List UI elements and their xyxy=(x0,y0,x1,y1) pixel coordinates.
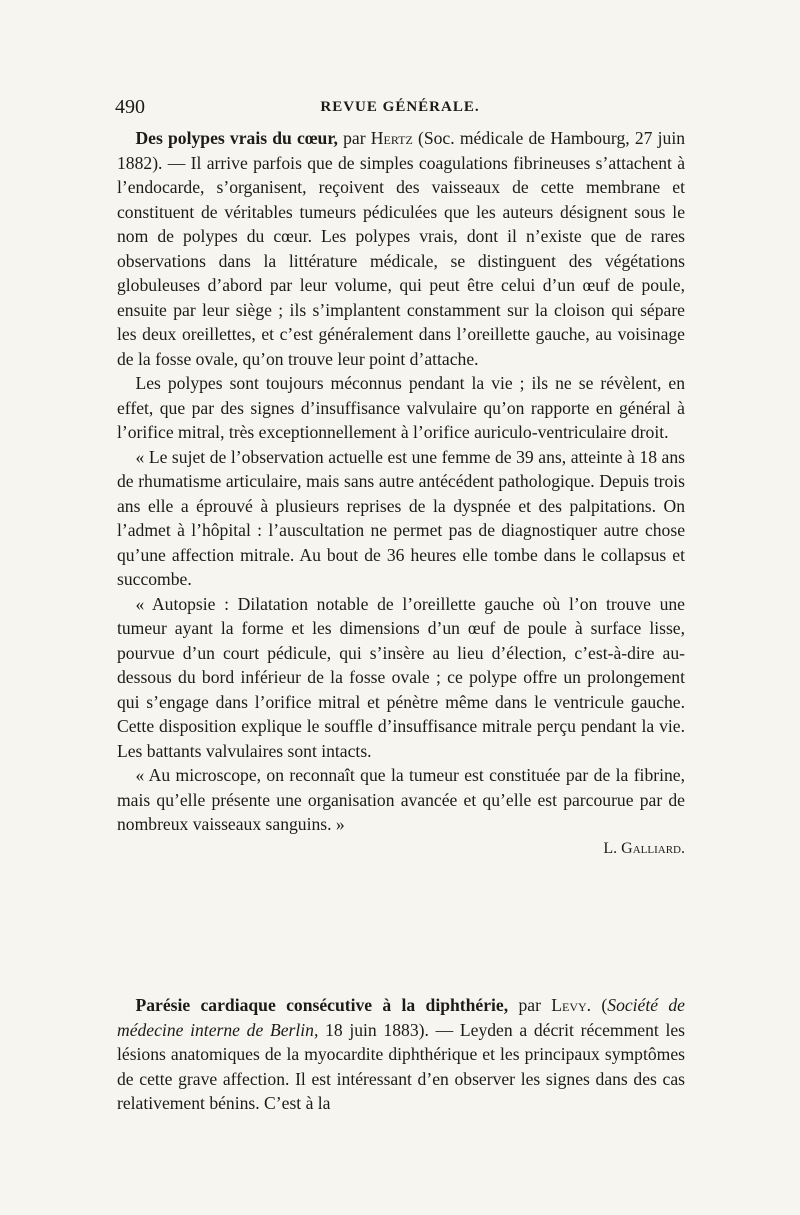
page-number: 490 xyxy=(115,96,145,118)
article-paresie xyxy=(117,993,685,1116)
article-paragraph xyxy=(117,993,685,1116)
article-paragraph: « Le sujet de l’observation actuelle est une femme de 39 ans, atteinte à 18 ans de rhumatisme articulaire, mais sans autre antécédent pathologique. Depuis trois ans elle a éprouvé à plusieurs reprises de la dyspnée et des palpitations. On l’admet à l’hôpital : l’auscultation ne permet pas de diagnostiquer autre chose qu’une affection mitrale. Au bout de 36 heures elle tombe dans le collapsus et succombe. xyxy=(117,446,685,589)
article-paragraph: « Autopsie : Dilatation notable de l’oreillette gauche où l’on trouve une tumeur ayant la forme et les dimensions d’un œuf de poule à surface lisse, pourvue d’un court pédicule, qui s’insère au lieu d’élection, c’est-à-dire au-dessous du bord inférieur de la fosse ovale ; ce polype offre un prolongement qui s’engage dans l’orifice mitral et pénètre même dans le ventricule gauche. Cette disposition explique le souffle d’insuffisance mitrale perçu pendant la vie. Les battants valvulaires sont intacts. xyxy=(117,593,685,761)
paragraph-text: Il arrive parfois que de simples coagulations fibrineuses s’attachent à l’endocarde, s’organisent, reçoivent des vaisseaux de cette membrane et constituent de véritables tumeurs pédiculées que les auteurs désignent sous le nom de polypes du cœur. Les polypes vrais, dont il n’existe que de rares observations dans la littérature médicale, se distinguent des végétations globuleuses d’abord par leur volume, qui peut être celui d’un œuf de poule, ensuite par leur siège ; ils s’implantent constamment sur la cloison qui sépare les deux oreillettes, et c’est généralement dans l’oreillette gauche, au voisinage de la fosse ovale, qu’on trouve leur point d’attache. xyxy=(117,152,685,369)
article-author: Hertz xyxy=(370,128,413,148)
article-paragraph xyxy=(117,126,685,371)
article-source: (Soc. médicale de Hambourg, 27 juin 1882). — xyxy=(117,128,685,173)
article-polypes xyxy=(117,126,685,861)
signature-name: L. Galliard. xyxy=(603,839,685,857)
article-signature xyxy=(117,837,685,861)
article-source-open: ( xyxy=(591,995,608,1015)
article-by: par xyxy=(337,128,371,148)
article-source-date: 18 juin 1883). — xyxy=(318,1019,460,1040)
paragraph-text: Leyden a décrit récemment les lésions anatomiques de la myocardite diphthérique et les principaux symptômes de cette grave affection. Il est intéressant d’en observer les signes dans des cas relativement bénins. C’est à la xyxy=(117,1019,686,1113)
article-title: Des polypes vrais du cœur, xyxy=(135,128,338,148)
article-title: Parésie cardiaque consécutive à la diphthérie, xyxy=(135,995,509,1015)
article-source: Société de médecine interne de Berlin, xyxy=(117,995,685,1040)
article-paragraph: Les polypes sont toujours méconnus pendant la vie ; ils ne se révèlent, en effet, que par des signes d’insuffisance valvulaire qu’on rapporte en général à l’orifice mitral, très exceptionnellement à l’orifice auriculo-ventriculaire droit. xyxy=(117,373,685,442)
page-header xyxy=(115,96,685,122)
article-by: par xyxy=(508,995,552,1015)
article-author: Levy. xyxy=(551,995,592,1015)
article-paragraph: « Au microscope, on reconnaît que la tumeur est constituée par de la fibrine, mais qu’elle présente une organisation avancée et qu’elle est parcourue par de nombreux vaisseaux sanguins. » xyxy=(117,765,685,834)
running-title: REVUE GÉNÉRALE. xyxy=(320,99,480,115)
